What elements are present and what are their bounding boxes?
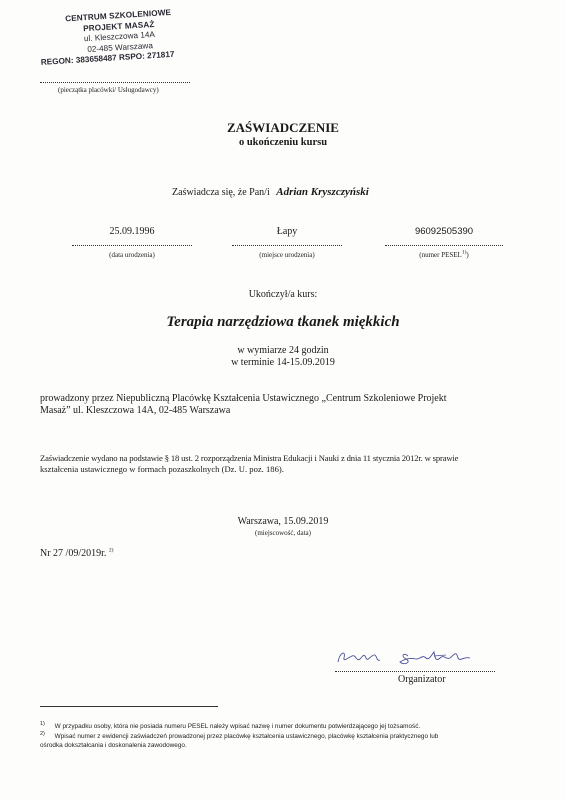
stamp-dotted-line — [40, 82, 190, 83]
birth-place-label: (miejsce urodzenia) — [259, 251, 315, 259]
course-scope: w wymiarze 24 godzin — [237, 345, 329, 356]
provider-line-2: Masaż” ul. Kleszczowa 14A, 02-485 Warszawa — [40, 405, 231, 416]
signature-scribble — [330, 646, 490, 670]
pesel-label-end: ) — [466, 251, 469, 259]
certificate-number-footnote-mark: 2) — [108, 547, 114, 554]
organizer-signature — [330, 646, 490, 670]
footnote-2 — [40, 730, 439, 742]
stamp-caption: (pieczątka placówki/ Usługodawcy) — [58, 86, 159, 94]
stamp-line-4: 02-485 Warszawa — [86, 40, 154, 54]
signature-dotted-line — [335, 671, 495, 672]
course-name: Terapia narzędziowa tkanek miękkich — [166, 314, 400, 330]
birth-date-label: (data urodzenia) — [109, 251, 155, 259]
organizer-label: Organizator — [398, 674, 446, 685]
institution-stamp — [38, 6, 201, 68]
certify-line — [172, 186, 369, 198]
legal-basis-line-2: kształcenia ustawicznego w formach pozaszkolnych (Dz. U. poz. 186). — [40, 464, 284, 474]
pesel-label — [385, 251, 503, 259]
footnote-1 — [40, 720, 421, 732]
provider-line-1: prowadzony przez Niepubliczną Placówkę Kształcenia Ustawicznego „Centrum Szkoleniowe Projekt — [40, 393, 447, 404]
birth-date-dotted-line — [72, 245, 192, 246]
footnote-separator — [40, 706, 218, 707]
stamp-line-2: PROJEKT MASAŻ — [82, 19, 155, 33]
document-subtitle: o ukończeniu kursu — [238, 137, 328, 148]
document-title: ZAŚWIADCZENIE — [227, 120, 339, 135]
legal-basis-line-1: Zaświadczenie wydano na podstawie § 18 ust. 2 rozporządzenia Ministra Edukacji i Nauki z dnia 11 stycznia 2012r. w sprawie — [40, 453, 459, 463]
certificate-number — [40, 548, 113, 559]
issue-place-date-label: (miejscowość, data) — [255, 529, 311, 537]
issue-place-date: Warszawa, 15.09.2019 — [237, 516, 329, 527]
footnote-2-text-line-1: Wpisać numer z ewidencji zaświadczeń prowadzonej przez placówkę kształcenia ustawicznego, placówkę kształcenia praktycznego lub — [54, 733, 439, 740]
pesel-label-text: (numer PESEL — [419, 251, 462, 259]
certificate-number-text: Nr 27 /09/2019r. — [40, 548, 107, 559]
footnote-2-mark: 2) — [40, 730, 45, 737]
stamp-line-1: CENTRUM SZKOLENIOWE — [64, 7, 172, 24]
footnote-1-mark: 1) — [40, 720, 45, 727]
completed-label: Ukończył/a kurs: — [248, 289, 318, 300]
pesel-label-footnote-mark: 1) — [461, 249, 467, 256]
stamp-line-3: ul. Kleszczowa 14A — [83, 29, 156, 44]
birth-place-value: Łapy — [276, 226, 298, 237]
course-term: w terminie 14-15.09.2019 — [231, 357, 335, 368]
pesel-value: 96092505390 — [414, 226, 474, 237]
footnote-1-text: W przypadku osoby, która nie posiada numeru PESEL należy wpisać nazwę i numer dokumentu potwierdzającego jej tożsamość. — [54, 723, 421, 730]
birth-date-value: 25.09.1996 — [109, 226, 155, 237]
person-name: Adrian Kryszczyński — [276, 186, 369, 198]
pesel-dotted-line — [385, 245, 503, 246]
footnote-2-text-line-2: ośrodka dokształcania i doskonalenia zawodowego. — [40, 742, 187, 749]
certify-prefix: Zaświadcza się, że Pan/i — [172, 187, 270, 198]
birth-place-dotted-line — [232, 245, 342, 246]
stamp-line-5: REGON: 383658487 RSPO: 271817 — [40, 49, 175, 67]
